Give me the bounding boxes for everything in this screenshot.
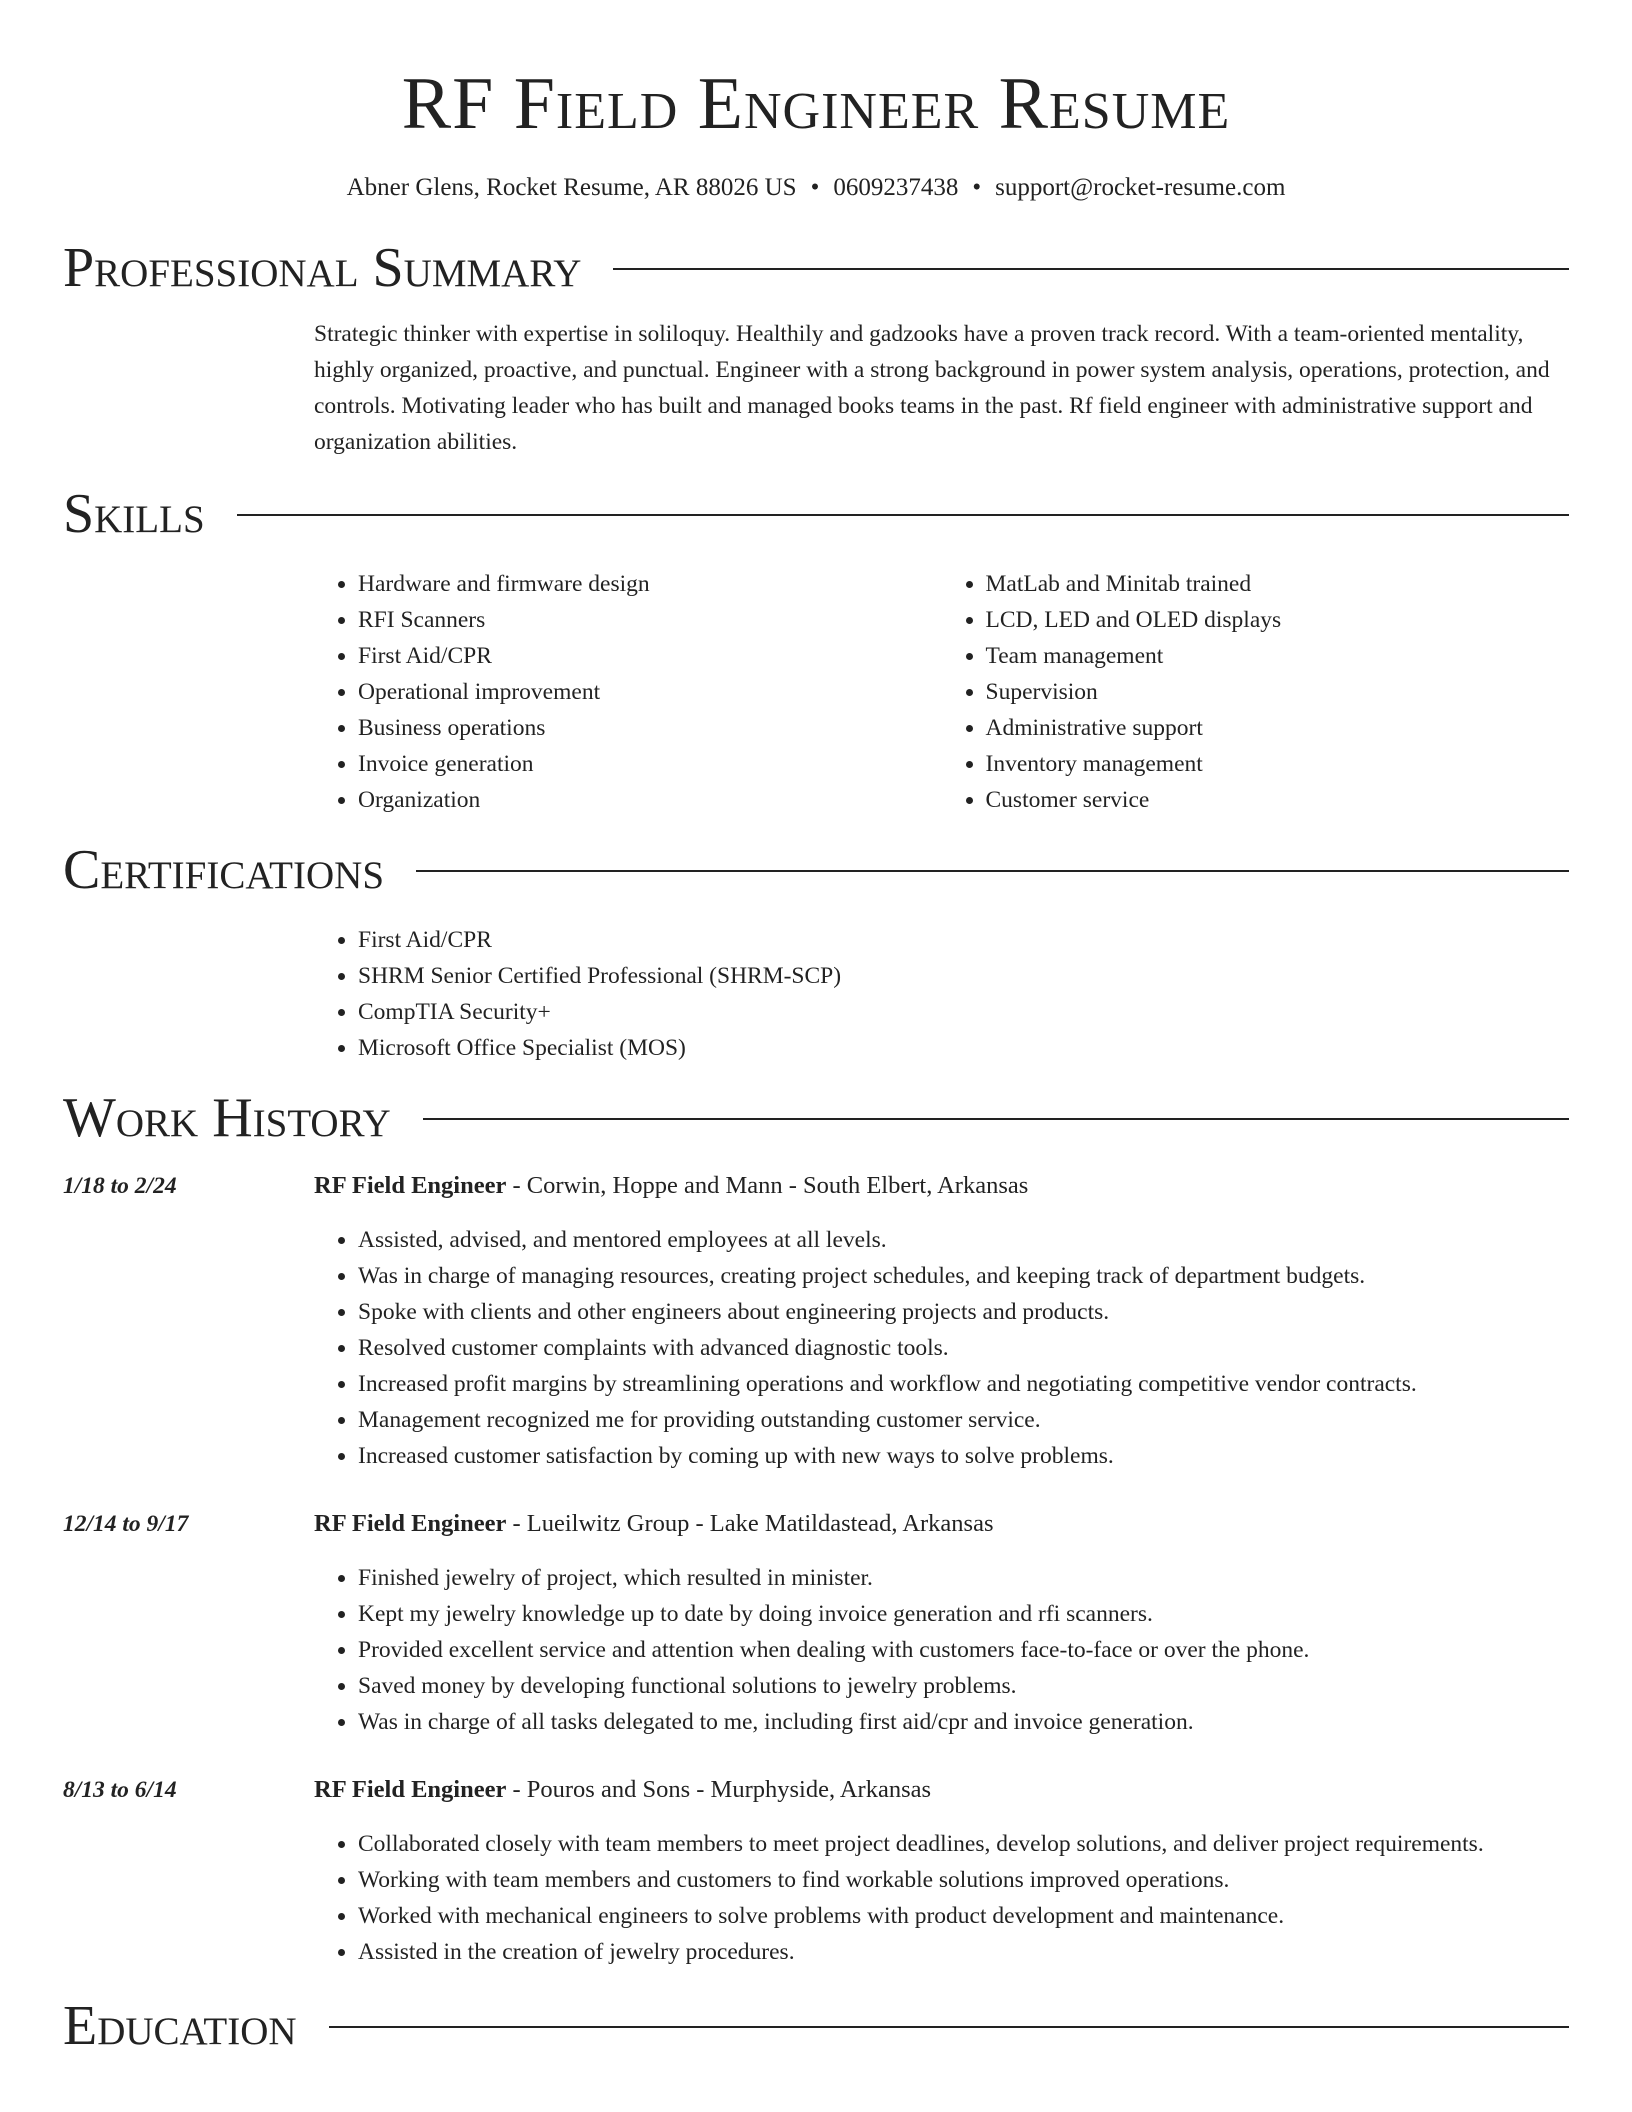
job-entry	[63, 1168, 1569, 1474]
skill-item: • Business operations	[358, 710, 942, 746]
certification-item: • First Aid/CPR	[358, 922, 1569, 958]
skills-grid	[314, 566, 1569, 818]
contact-separator: •	[972, 174, 982, 201]
skill-item: • Customer service	[986, 782, 1570, 818]
job-duty: • Finished jewelry of project, which resulted in minister.	[358, 1560, 1569, 1596]
skill-item: • LCD, LED and OLED displays	[986, 602, 1570, 638]
contact-line	[63, 172, 1569, 204]
section-divider	[613, 268, 1569, 270]
job-employer: - Lueilwitz Group - Lake Matildastead, Arkansas	[506, 1510, 994, 1537]
job-duty: • Was in charge of all tasks delegated to me, including first aid/cpr and invoice generation.	[358, 1704, 1569, 1740]
job-role: RF Field Engineer	[314, 1510, 507, 1537]
section-title-summary: Professional Summary	[63, 237, 582, 299]
job-duties-list	[314, 1222, 1569, 1474]
job-duties-list	[314, 1826, 1569, 1970]
section-divider	[329, 2026, 1569, 2028]
section-title-certifications: Certifications	[63, 839, 385, 901]
skill-item: • Hardware and firmware design	[358, 566, 942, 602]
skill-item: • Organization	[358, 782, 942, 818]
section-header-summary	[63, 238, 1569, 298]
job-body	[314, 1772, 1569, 1970]
skill-item: • Supervision	[986, 674, 1570, 710]
section-divider	[423, 1118, 1569, 1120]
resume-title: RF Field Engineer Resume	[401, 63, 1231, 145]
job-body	[314, 1168, 1569, 1474]
job-duty: • Spoke with clients and other engineers about engineering projects and products.	[358, 1294, 1569, 1330]
job-role: RF Field Engineer	[314, 1172, 507, 1199]
skill-item: • First Aid/CPR	[358, 638, 942, 674]
skills-list-left	[314, 566, 942, 818]
contact-phone: 0609237438	[833, 174, 959, 201]
job-duty: • Provided excellent service and attention when dealing with customers face-to-face or over the phone.	[358, 1632, 1569, 1668]
job-title-line	[314, 1168, 1569, 1204]
job-dates: 1/18 to 2/24	[63, 1173, 177, 1199]
contact-separator: •	[810, 174, 820, 201]
skill-item: • RFI Scanners	[358, 602, 942, 638]
job-duty: • Increased profit margins by streamlining operations and workflow and negotiating competitive vendor contracts.	[358, 1366, 1569, 1402]
job-duty: • Worked with mechanical engineers to solve problems with product development and maintenance.	[358, 1898, 1569, 1934]
section-header-skills	[63, 484, 1569, 544]
job-duty: • Working with team members and customers to find workable solutions improved operations.	[358, 1862, 1569, 1898]
job-duty: • Increased customer satisfaction by coming up with new ways to solve problems.	[358, 1438, 1569, 1474]
section-divider	[416, 870, 1569, 872]
job-entry	[63, 1506, 1569, 1740]
skill-item: • Team management	[986, 638, 1570, 674]
job-entry	[63, 1772, 1569, 1970]
skill-item: • Invoice generation	[358, 746, 942, 782]
certification-item: • Microsoft Office Specialist (MOS)	[358, 1030, 1569, 1066]
section-divider	[237, 514, 1569, 516]
contact-address: Abner Glens, Rocket Resume, AR 88026 US	[346, 174, 797, 201]
skill-item: • Administrative support	[986, 710, 1570, 746]
job-body	[314, 1506, 1569, 1740]
certifications-list	[314, 922, 1569, 1066]
section-header-certifications	[63, 840, 1569, 900]
skill-item: • Inventory management	[986, 746, 1570, 782]
certification-item: • SHRM Senior Certified Professional (SHRM-SCP)	[358, 958, 1569, 994]
job-dates: 12/14 to 9/17	[63, 1511, 189, 1537]
job-duties-list	[314, 1560, 1569, 1740]
skill-item: • MatLab and Minitab trained	[986, 566, 1570, 602]
section-title-skills: Skills	[63, 483, 205, 545]
section-header-work-history	[63, 1088, 1569, 1148]
job-duty: • Collaborated closely with team members to meet project deadlines, develop solutions, and deliver project requirements.	[358, 1826, 1569, 1862]
summary-text: Strategic thinker with expertise in soliloquy. Healthily and gadzooks have a proven track record. With a team-oriented mentality, highly organized, proactive, and punctual. Engineer with a strong background in power system analysis, operations, protection, and controls. Motivating leader who has built and managed books teams in the past. Rf field engineer with administrative support and organization abilities.	[314, 321, 1550, 455]
job-duty: • Assisted in the creation of jewelry procedures.	[358, 1934, 1569, 1970]
job-title-line	[314, 1772, 1569, 1808]
job-role: RF Field Engineer	[314, 1776, 507, 1803]
job-duty: • Kept my jewelry knowledge up to date by doing invoice generation and rfi scanners.	[358, 1596, 1569, 1632]
job-duty: • Management recognized me for providing outstanding customer service.	[358, 1402, 1569, 1438]
skill-item: • Operational improvement	[358, 674, 942, 710]
job-duty: • Was in charge of managing resources, creating project schedules, and keeping track of department budgets.	[358, 1258, 1569, 1294]
job-employer: - Corwin, Hoppe and Mann - South Elbert, Arkansas	[506, 1172, 1029, 1199]
job-duty: • Resolved customer complaints with advanced diagnostic tools.	[358, 1330, 1569, 1366]
job-duty: • Saved money by developing functional solutions to jewelry problems.	[358, 1668, 1569, 1704]
contact-email: support@rocket-resume.com	[995, 174, 1286, 201]
job-dates: 8/13 to 6/14	[63, 1777, 177, 1803]
job-duty: • Assisted, advised, and mentored employees at all levels.	[358, 1222, 1569, 1258]
section-title-work-history: Work History	[63, 1087, 391, 1149]
job-employer: - Pouros and Sons - Murphyside, Arkansas	[506, 1776, 932, 1803]
section-header-education	[63, 1996, 1569, 2056]
certification-item: • CompTIA Security+	[358, 994, 1569, 1030]
section-title-education: Education	[63, 1995, 297, 2057]
skills-list-right	[942, 566, 1570, 818]
job-title-line	[314, 1506, 1569, 1542]
